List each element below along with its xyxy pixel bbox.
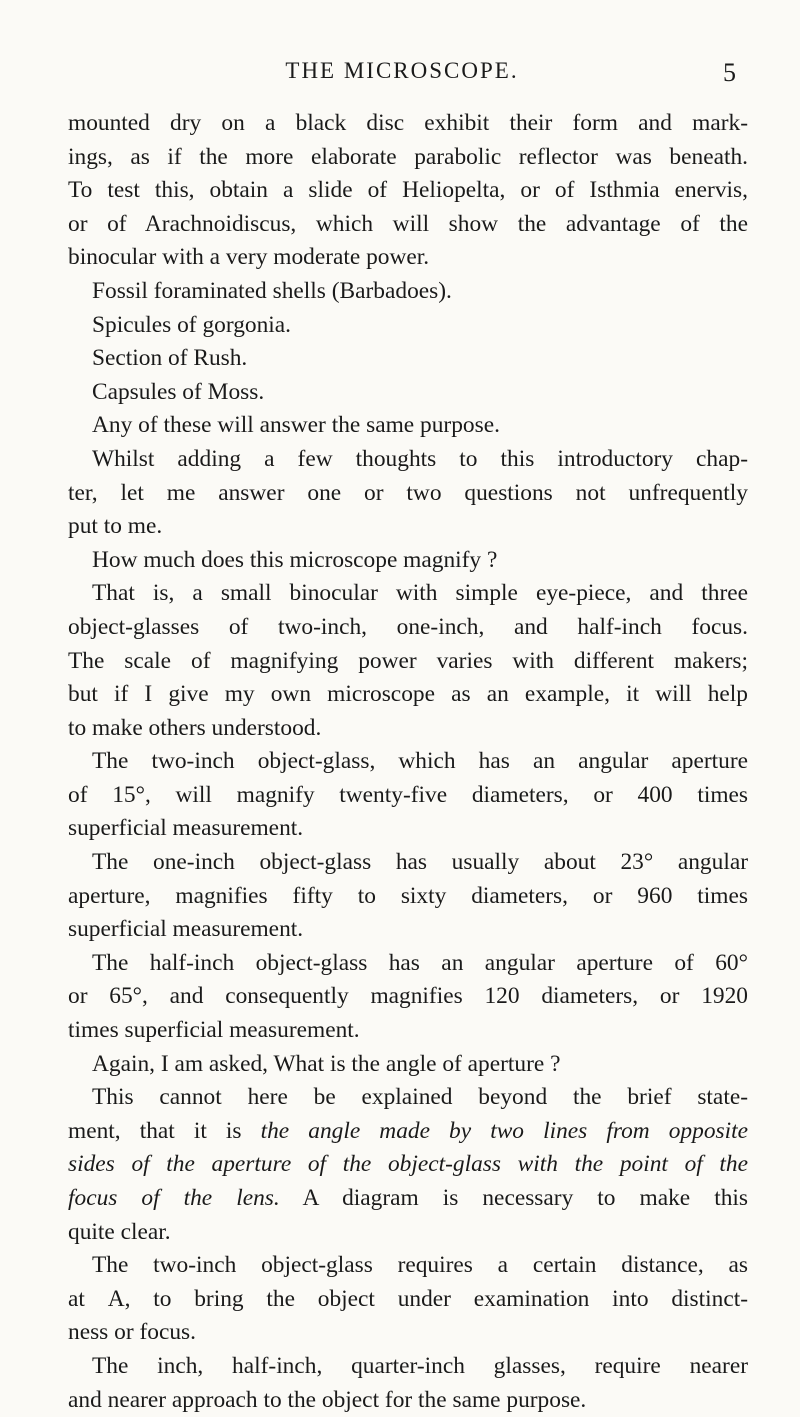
text-line: To test this, obtain a slide of Heliopelta, or of Isthmia enervis, xyxy=(68,177,748,204)
text-line: Section of Rush. xyxy=(92,345,248,372)
text-line: or of Arachnoidiscus, which will show the advantage of the xyxy=(68,210,748,237)
text-line: superficial measurement. xyxy=(68,916,304,943)
text-line: The half-inch object-glass has an angular aperture of 60° xyxy=(92,949,748,976)
text-line: The scale of magnifying power varies with different makers; xyxy=(68,647,748,674)
text-line: binocular with a very moderate power. xyxy=(68,244,430,271)
text-line: How much does this microscope magnify ? xyxy=(92,546,498,573)
italic-text: focus of the lens. xyxy=(68,1185,280,1211)
smallcaps-text: A xyxy=(107,1285,125,1312)
running-title: THE MICROSCOPE. xyxy=(285,58,519,83)
text-line xyxy=(68,1249,748,1283)
text-line: of 15°, will magnify twenty-five diameters, or 400 times xyxy=(68,781,748,808)
text-run: The two-inch object-glass requires a certain distance, as xyxy=(92,1252,748,1279)
text-run: at xyxy=(68,1285,108,1312)
text-line: The one-inch object-glass has usually about 23° angular xyxy=(92,849,748,876)
text-line: ter, let me answer one or two questions not unfrequently xyxy=(68,479,748,506)
italic-text: the angle made by two lines from opposite xyxy=(260,1117,748,1144)
running-head xyxy=(68,58,736,88)
text-line: Any of these will answer the same purpose. xyxy=(92,412,500,439)
text-line: superficial measurement. xyxy=(68,815,304,842)
text-line: aperture, magnifies fifty to sixty diameters, or 960 times xyxy=(68,882,748,909)
text-line: That is, a small binocular with simple eye-piece, and three xyxy=(92,580,748,607)
text-line: ness or focus. xyxy=(68,1319,196,1346)
text-line: This cannot here be explained beyond the brief state- xyxy=(92,1084,748,1111)
text-run: ment, that it is xyxy=(68,1117,261,1144)
text-line: times superficial measurement. xyxy=(68,1017,360,1044)
text-line xyxy=(68,1182,748,1216)
text-line: or 65°, and consequently magnifies 120 diameters, or 1920 xyxy=(68,983,748,1010)
text-line: put to me. xyxy=(68,513,163,540)
text-line xyxy=(68,1148,748,1182)
text-line: to make others understood. xyxy=(68,714,322,741)
text-line: ings, as if the more elaborate parabolic reflector was beneath. xyxy=(68,143,748,170)
text-line: Spicules of gorgonia. xyxy=(92,311,292,338)
text-line: The two-inch object-glass, which has an angular aperture xyxy=(92,748,748,775)
text-line: and nearer approach to the object for the same purpose. xyxy=(68,1386,587,1413)
text-run: , to bring the object under examination into distinct- xyxy=(124,1285,748,1312)
italic-text: sides of the aperture of the object-glass with the point of the xyxy=(68,1151,748,1178)
text-line: quite clear. xyxy=(68,1218,171,1245)
text-line: Whilst adding a few thoughts to this introductory chap- xyxy=(92,445,748,472)
text-line xyxy=(68,1115,748,1149)
text-line: The inch, half-inch, quarter-inch glasses, require nearer xyxy=(92,1352,748,1379)
text-line xyxy=(68,1283,748,1317)
body-text xyxy=(68,107,748,1417)
page-number: 5 xyxy=(723,58,736,87)
text-line: object-glasses of two-inch, one-inch, and half-inch focus. xyxy=(68,613,748,640)
text-line: mounted dry on a black disc exhibit their form and mark- xyxy=(68,110,748,136)
text-line: Fossil foraminated shells (Barbadoes). xyxy=(92,277,452,304)
text-line: Again, I am asked, What is the angle of aperture ? xyxy=(92,1050,561,1077)
text-run: A diagram is necessary to make this xyxy=(279,1185,748,1211)
text-line: Capsules of Moss. xyxy=(92,378,265,405)
text-line: but if I give my own microscope as an example, it will help xyxy=(68,681,748,708)
